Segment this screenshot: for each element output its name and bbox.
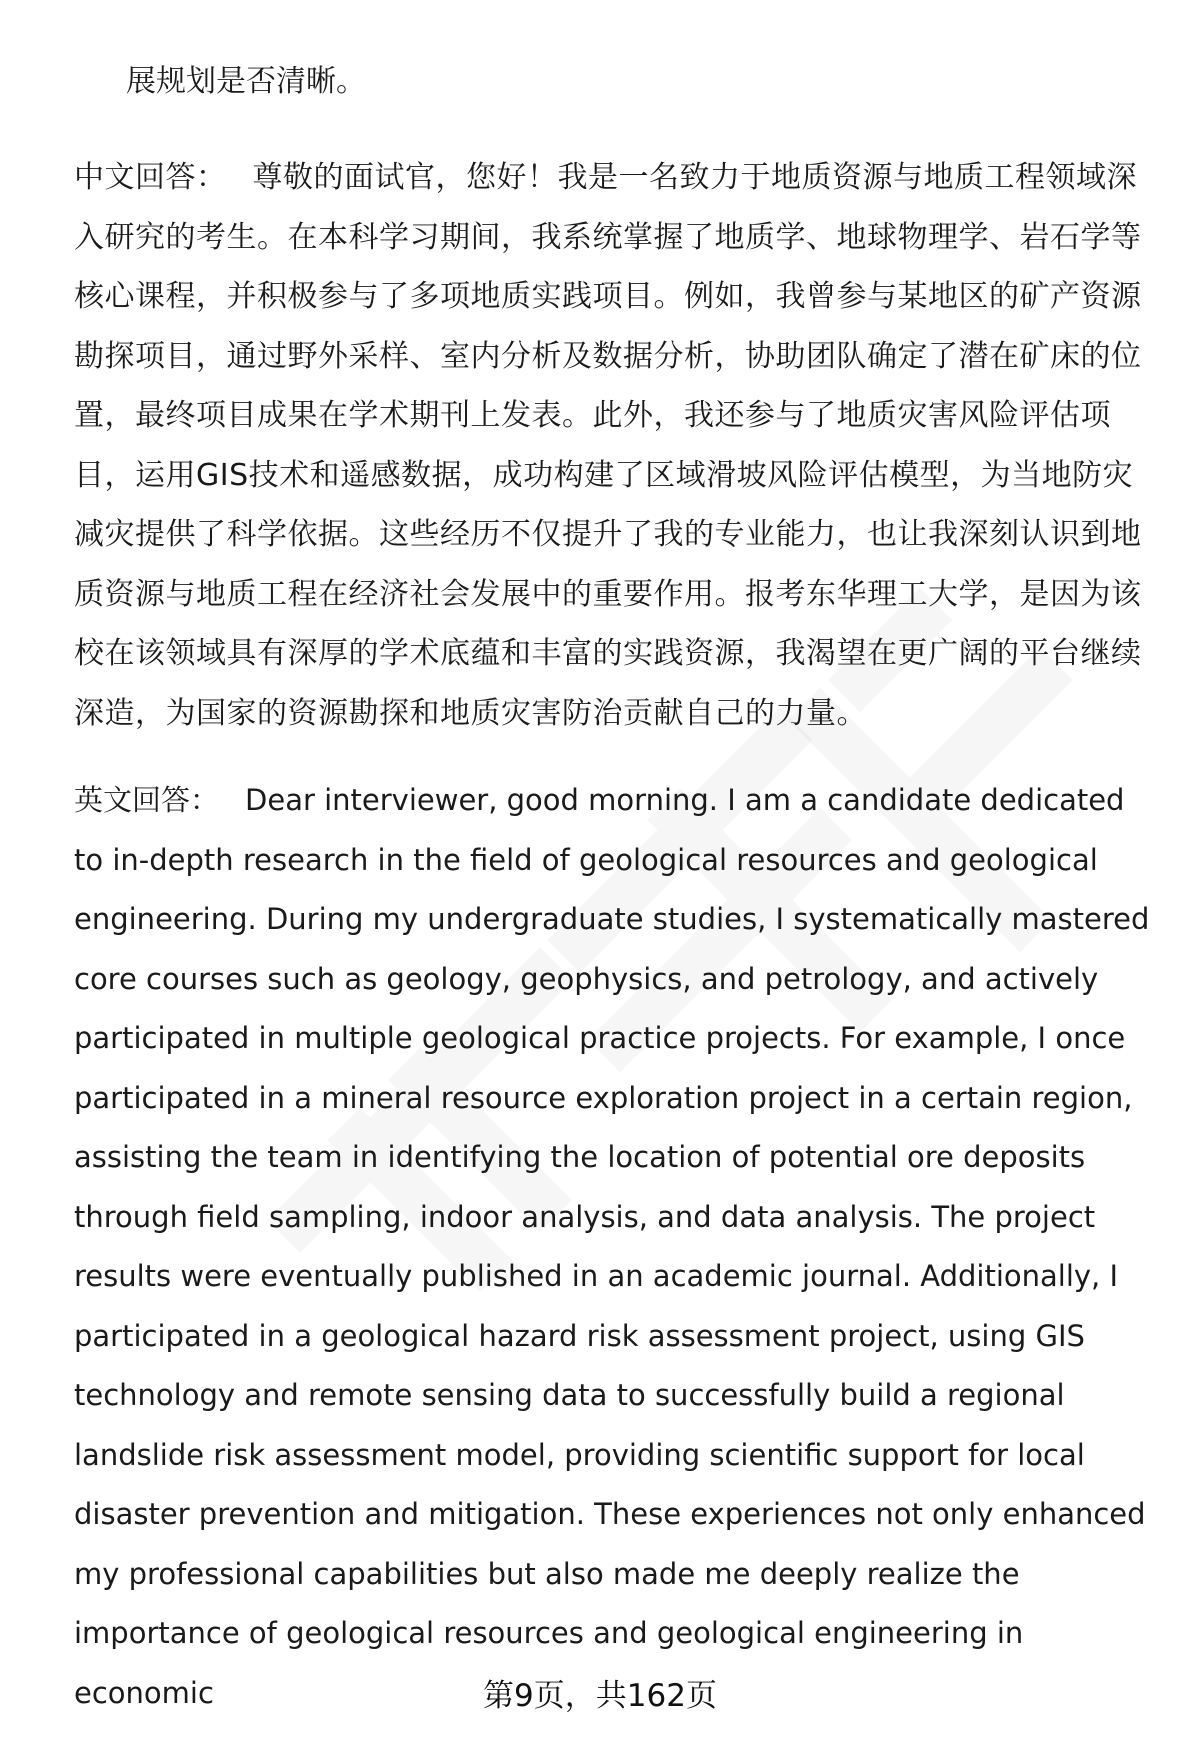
- continuation-paragraph: 展规划是否清晰。: [126, 64, 366, 99]
- english-answer-paragraph: [74, 771, 1160, 1723]
- english-answer-text: Dear interviewer, good morning. I am a candidate dedicated to in-depth research in the field of geological resources and geological engineering. During my undergraduate studies, I systematically mastered core courses such as geology, geophysics, and petrology, and actively participated in multiple geological practice projects. For example, I once participated in a mineral resource exploration project in a certain region, assisting the team in identifying the location of potential ore deposits through field sampling, indoor analysis, and data analysis. The project results were eventually published in an academic journal. Additionally, I participated in a geological hazard risk assessment project, using GIS technology and remote sensing data to successfully build a regional landslide risk assessment model, providing scientific support for local disaster prevention and mitigation. These experiences not only enhanced my professional capabilities but also made me deeply realize the importance of geological resources and geological engineering in economic: [74, 783, 1150, 1710]
- english-answer-label: 英文回答：: [74, 783, 220, 817]
- page-indicator: 第9页，共162页: [483, 1678, 717, 1714]
- chinese-answer-text: 尊敬的面试官，您好！我是一名致力于地质资源与地质工程领域深入研究的考生。在本科学习期间，我系统掌握了地质学、地球物理学、岩石学等核心课程，并积极参与了多项地质实践项目。例如，我曾参与某地区的矿产资源勘探项目，通过野外采样、室内分析及数据分析，协助团队确定了潜在矿床的位置，最终项目成果在学术期刊上发表。此外，我还参与了地质灾害风险评估项目，运用GIS技术和遥感数据，成功构建了区域滑坡风险评估模型，为当地防灾减灾提供了科学依据。这些经历不仅提升了我的专业能力，也让我深刻认识到地质资源与地质工程在经济社会发展中的重要作用。报考东华理工大学，是因为该校在该领域具有深厚的学术底蕴和丰富的实践资源，我渴望在更广阔的平台继续深造，为国家的资源勘探和地质灾害防治贡献自己的力量。: [74, 160, 1142, 731]
- chinese-answer-label: 中文回答：: [74, 160, 227, 195]
- chinese-answer-paragraph: [74, 148, 1160, 743]
